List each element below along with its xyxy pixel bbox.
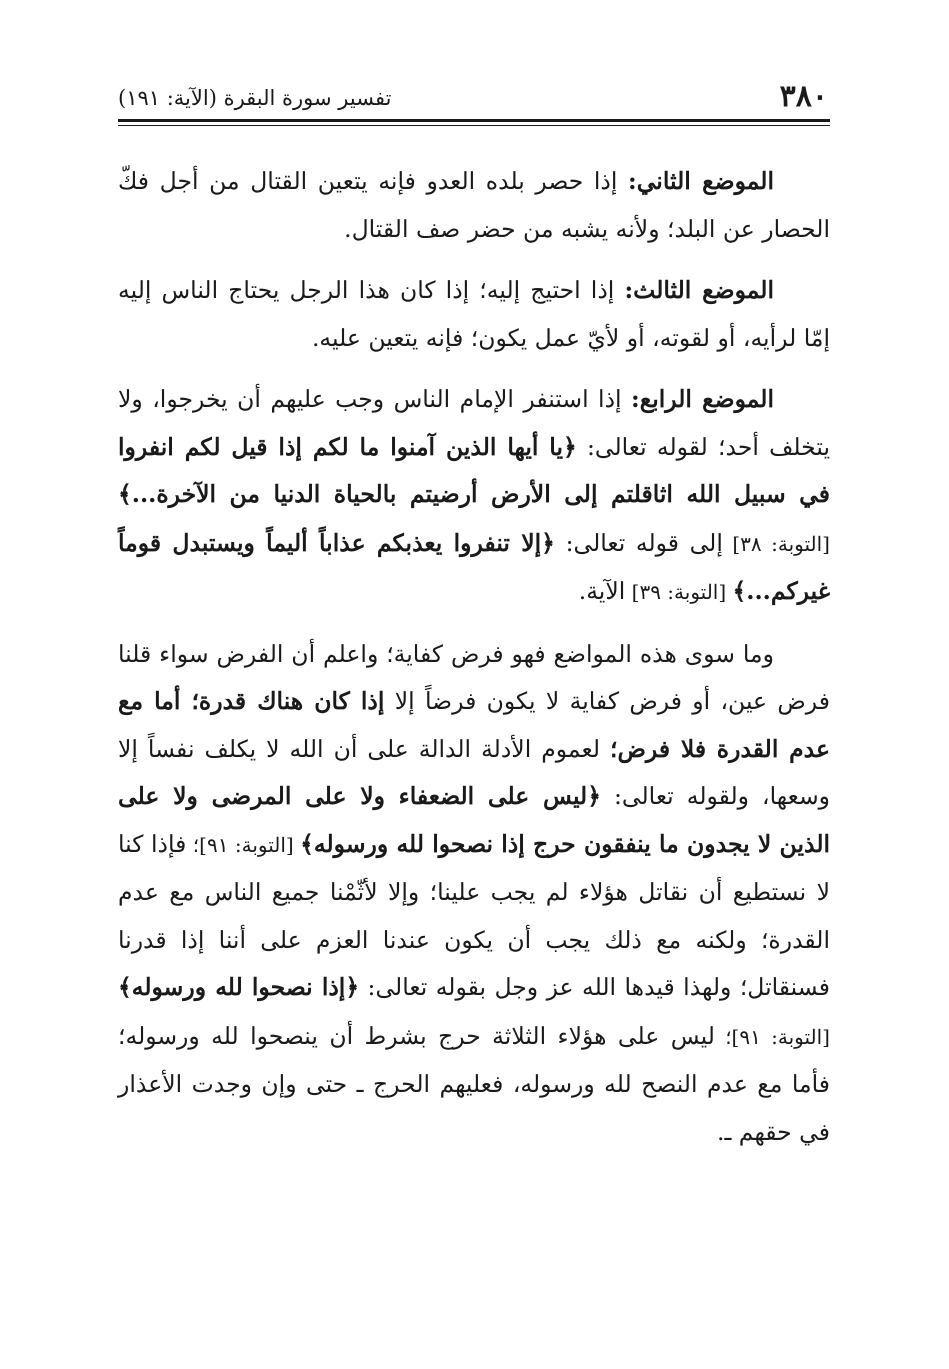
paragraph-third-case <box>118 267 830 362</box>
paragraph-text: إذا احتيج إليه؛ إذا كان هذا الرجل يحتاج الناس إليه إمّا لرأيه، أو لقوته، أو لأيّ عمل يكون؛ فإنه يتعين عليه. <box>118 276 830 352</box>
quran-verse: ﴿ليس على الضعفاء ولا على المرضى ولا على الذين لا يجدون ما ينفقون حرج إذا نصحوا لله ورسوله﴾ <box>118 782 831 858</box>
quran-verse: ﴿إلا تنفروا يعذبكم عذاباً أليماً ويستبدل قوماً غيركم...﴾ <box>118 528 830 605</box>
case-label: الموضع الثالث: <box>624 276 774 304</box>
page-number: ٣٨٠ <box>779 79 828 114</box>
paragraph-collective-duty <box>118 631 830 1157</box>
paragraph-text: لعموم الأدلة الدالة على أن الله لا يكلف نفساً إلا وسعها، ولقوله تعالى: <box>118 734 830 810</box>
emphasis-text: إذا كان هناك قدرة؛ أما مع عدم القدرة فلا فرض؛ <box>118 687 830 763</box>
paragraph-text: وما سوى هذه المواضع فهو فرض كفاية؛ واعلم أن الفرض سواء قلنا فرض عين، أو فرض كفاية لا يكون فرضاً إلا <box>118 639 831 715</box>
page-header <box>118 78 830 116</box>
paragraph-fourth-case <box>118 376 830 617</box>
verse-reference: [التوبة: ٩١]؛ <box>714 1024 830 1049</box>
header-rule-thick <box>118 119 830 122</box>
paragraph-text: إذا استنفر الإمام الناس وجب عليهم أن يخرجوا، ولا يتخلف أحد؛ لقوله تعالى: <box>118 385 830 461</box>
quran-verse: ﴿إذا نصحوا لله ورسوله﴾ <box>118 973 360 1001</box>
verse-reference: [التوبة: ٩١]؛ <box>186 832 301 857</box>
paragraph-text: إذا حصر بلده العدو فإنه يتعين القتال من أجل فكّ الحصار عن البلد؛ ولأنه يشبه من حضر صف القتال. <box>118 167 830 243</box>
paragraph-text: فإذا كنا لا نستطيع أن نقاتل هؤلاء لم يجب علينا؛ وإلا لأثّمْنا جميع الناس مع عدم القدرة؛ ولكنه مع ذلك يجب أن يكون عندنا العزم على أننا إذا قدرنا فسنقاتل؛ ولهذا قيدها الله عز وجل بقوله تعالى: <box>118 829 830 1001</box>
paragraph-second-case <box>118 158 830 253</box>
case-label: الموضع الرابع: <box>631 385 774 413</box>
running-title: تفسير سورة البقرة (الآية: ١٩١) <box>118 86 392 110</box>
header-rule-thin <box>118 125 830 126</box>
verse-reference: [التوبة: ٣٩] <box>625 580 733 604</box>
paragraph-text: ليس على هؤلاء الثلاثة حرج بشرط أن ينصحوا لله ورسوله؛ فأما مع عدم النصح لله ورسوله، فعليهم الحرج ـ حتى وإن وجدت الأعذار في حقهم ـ. <box>118 1021 830 1146</box>
quran-verse: ﴿يا أيها الذين آمنوا ما لكم إذا قيل لكم انفروا في سبيل الله اثاقلتم إلى الأرض أرضيتم بالحياة الدنيا من الآخرة...﴾ <box>118 432 830 508</box>
page-body <box>118 158 830 1156</box>
paragraph-text: إلى قوله تعالى: <box>554 528 723 557</box>
paragraph-text: الآية. <box>578 577 626 605</box>
verse-reference: [التوبة: ٣٨] <box>722 531 830 556</box>
case-label: الموضع الثاني: <box>628 167 774 195</box>
